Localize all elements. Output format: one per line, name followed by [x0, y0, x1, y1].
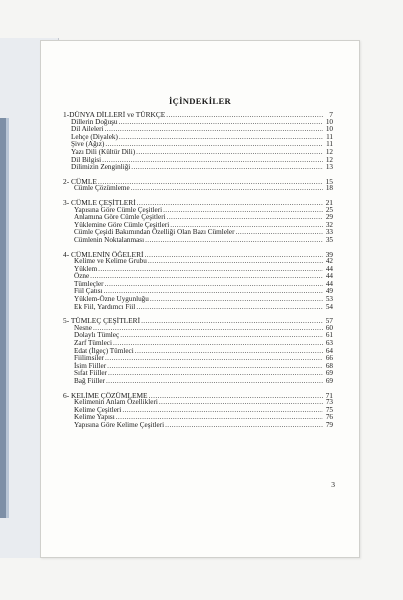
toc-entry-page: 68 — [325, 361, 333, 370]
toc-entry-page: 64 — [325, 346, 333, 355]
toc-entry — [63, 164, 333, 172]
toc-entry-label: Bağ Fiiller — [74, 377, 105, 385]
dot-leader — [90, 273, 323, 281]
toc-entry-page: 35 — [325, 235, 333, 244]
toc-section — [63, 199, 333, 245]
dot-leader — [150, 296, 323, 304]
toc-entry — [63, 304, 333, 312]
dot-leader — [108, 370, 323, 378]
toc-entry-label: Yüklemine Göre Cümle Çeşitleri — [74, 220, 170, 229]
dot-leader — [98, 178, 323, 186]
toc-entry-page: 49 — [325, 287, 333, 296]
toc-entry-label: İsim Fiiller — [74, 361, 107, 370]
toc-section — [63, 392, 333, 430]
toc-entry-label: 5- TÜMLEÇ ÇEŞİTLERİ — [63, 316, 141, 326]
toc-entry-label: 1-DÜNYA DİLLERİ ve TÜRKÇE — [63, 110, 166, 119]
dot-leader — [166, 111, 323, 119]
toc-entry-label: 2- CÜMLE — [63, 176, 97, 186]
toc-entry-page: 39 — [325, 249, 333, 259]
toc-section — [63, 111, 333, 172]
toc-entry-page: 44 — [325, 272, 333, 281]
dot-leader — [119, 134, 323, 142]
toc-entry-label: Dolaylı Tümleç — [74, 331, 120, 340]
toc-entry — [63, 258, 333, 266]
toc-entry-page: 66 — [325, 354, 333, 363]
toc-entry-label: Özne — [74, 272, 90, 281]
toc-entry-label: Fiil Çatısı — [74, 287, 103, 296]
toc-entry — [63, 422, 333, 430]
toc-entry-page: 15 — [325, 176, 333, 186]
toc-section — [63, 178, 333, 193]
toc-entry-label: Cümle Çözümleme — [74, 184, 130, 193]
toc-entry-page: 44 — [325, 264, 333, 273]
toc-entry — [63, 237, 333, 245]
dot-leader — [145, 237, 323, 245]
toc-entry-page: 53 — [325, 295, 333, 304]
toc-entry — [63, 378, 333, 386]
toc-entry-page: 73 — [325, 398, 333, 407]
toc-entry-label: Anlamına Göre Cümle Çeşitleri — [74, 213, 166, 222]
toc-entry-label: Kelime ve Kelime Grubu — [74, 257, 147, 266]
toc-entry-page: 44 — [325, 279, 333, 288]
dot-leader — [149, 392, 323, 400]
toc-entry-page: 11 — [326, 140, 333, 149]
toc-entry-page: 29 — [325, 213, 333, 222]
toc-entry-page: 7 — [329, 110, 333, 119]
dot-leader — [120, 332, 323, 340]
toc-entry-label: Lehçe (Diyalek) — [71, 132, 118, 141]
toc-entry-label: Şive (Ağız) — [71, 140, 105, 149]
toc-entry-page: 18 — [325, 184, 333, 193]
dot-leader — [141, 317, 323, 325]
toc-entry — [63, 266, 333, 274]
dot-leader — [167, 214, 323, 222]
document-page — [40, 40, 360, 558]
toc-entry-page: 60 — [325, 323, 333, 332]
dot-leader — [163, 207, 323, 215]
toc-entry-label: Dil Aileleri — [71, 125, 104, 134]
toc-entry-label: Nesne — [74, 323, 92, 332]
dot-leader — [102, 157, 323, 165]
toc-entry-label: Yüklem — [74, 264, 98, 273]
toc-entry-label: Yazı Dili (Kültür Dili) — [71, 147, 136, 156]
toc-entry-label: Cümlenin Noktalanması — [74, 235, 145, 244]
toc-entry-page: 25 — [325, 205, 333, 214]
toc-entry-label: 4- CÜMLENİN ÖĞELERİ — [63, 249, 144, 259]
toc-entry-label: Kelimenin Anlam Özellikleri — [74, 398, 158, 407]
toc-entry-label: Zarf Tümleci — [74, 339, 112, 348]
dot-leader — [131, 185, 323, 193]
toc-entry — [63, 281, 333, 289]
dot-leader — [105, 126, 323, 134]
toc-entry-label: Ek Fiil, Yardımcı Fiil — [74, 302, 136, 311]
toc-entry-label: Yapısına Göre Cümle Çeşitleri — [74, 205, 163, 214]
dot-leader — [159, 399, 323, 407]
toc-entry — [63, 185, 333, 193]
toc-entry-page: 61 — [325, 331, 333, 340]
toc-entry-page: 57 — [325, 316, 333, 326]
toc-entry-label: Yüklem-Özne Uygunluğu — [74, 295, 149, 304]
dot-leader — [144, 251, 323, 259]
dot-leader — [105, 141, 323, 149]
dot-leader — [136, 304, 323, 312]
toc-entry-label: 6- KELİME ÇÖZÜMLEME — [63, 390, 148, 400]
dot-leader — [113, 340, 323, 348]
page-number: 3 — [331, 480, 335, 489]
toc-entry-label: Edat (İlgeç) Tümleci — [74, 346, 134, 355]
toc-entry-label: Kelime Yapısı — [74, 413, 115, 422]
toc-entry-label: Dillerin Doğuşu — [71, 117, 118, 126]
dot-leader — [122, 407, 323, 415]
page-title: İÇİNDEKİLER — [168, 96, 232, 106]
dot-leader — [93, 325, 323, 333]
toc-entry-label: Cümle Çeşidi Bakımından Özelliği Olan Bazı Cümleler — [74, 228, 235, 237]
toc-entry-label: Kelime Çeşitleri — [74, 405, 122, 414]
toc-entry — [63, 149, 333, 157]
toc-entry-label: Fiilimsiler — [74, 354, 104, 363]
dot-leader — [135, 348, 323, 356]
toc-entry-page: 33 — [325, 228, 333, 237]
toc-entry-label: Dilimizin Zenginliği — [71, 163, 131, 172]
toc-section-heading — [63, 317, 333, 325]
dot-leader — [98, 266, 323, 274]
toc-entry-page: 69 — [325, 377, 333, 385]
toc-entry-page: 69 — [325, 369, 333, 378]
toc-entry-page: 10 — [325, 117, 333, 126]
toc-entry-page: 10 — [325, 125, 333, 134]
dot-leader — [119, 119, 323, 127]
table-of-contents — [63, 111, 333, 430]
toc-entry-label: 3- CÜMLE ÇEŞİTLERİ — [63, 197, 136, 207]
dot-leader — [105, 281, 323, 289]
toc-entry-page: 71 — [325, 390, 333, 400]
toc-entry-page: 54 — [325, 302, 333, 311]
toc-entry-label: Dil Bilgisi — [71, 155, 102, 164]
dot-leader — [236, 229, 324, 237]
dot-leader — [131, 164, 323, 172]
toc-entry-page: 75 — [325, 405, 333, 414]
toc-entry-page: 42 — [325, 257, 333, 266]
dot-leader — [106, 378, 323, 386]
toc-entry-page: 76 — [325, 413, 333, 422]
dot-leader — [165, 422, 323, 430]
toc-entry-label: Tümleçler — [74, 279, 104, 288]
dot-leader — [136, 149, 323, 157]
toc-entry-page: 11 — [326, 132, 333, 141]
toc-section — [63, 251, 333, 312]
dot-leader — [148, 258, 323, 266]
toc-entry-page: 13 — [325, 163, 333, 172]
toc-entry-page: 79 — [325, 420, 333, 429]
toc-entry-page: 32 — [325, 220, 333, 229]
toc-entry-page: 63 — [325, 339, 333, 348]
toc-entry-page: 12 — [325, 147, 333, 156]
dot-leader — [107, 363, 323, 371]
dot-leader — [105, 355, 323, 363]
toc-section — [63, 317, 333, 385]
toc-entry-page: 21 — [325, 197, 333, 207]
toc-entry-page: 12 — [325, 155, 333, 164]
toc-entry-label: Sıfat Fiiller — [74, 369, 107, 378]
book-cover-spine-edge — [6, 118, 9, 518]
dot-leader — [137, 199, 323, 207]
toc-entry-label: Yapısına Göre Kelime Çeşitleri — [74, 420, 165, 429]
